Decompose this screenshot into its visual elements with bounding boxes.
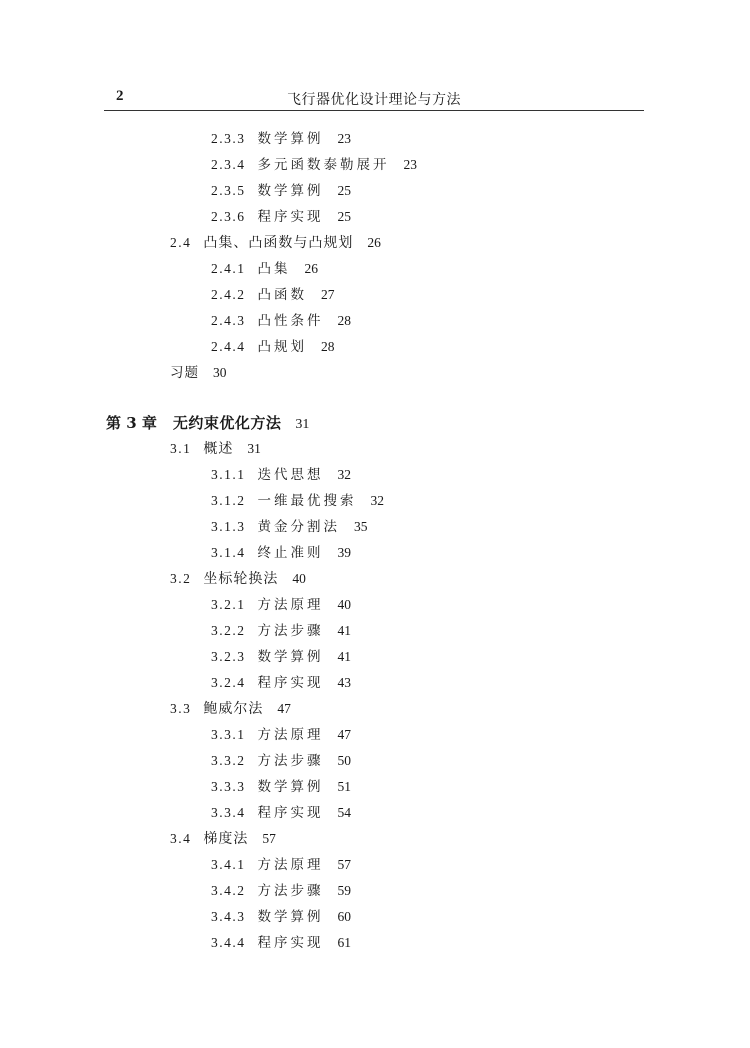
toc-entry-page: 26 xyxy=(304,261,318,276)
toc-entry-page: 47 xyxy=(337,727,351,742)
toc-entry-number: 2.3.6 xyxy=(211,209,246,224)
toc-entry-page: 40 xyxy=(292,571,306,586)
toc-subsection xyxy=(211,311,351,331)
toc-subsection xyxy=(211,517,368,537)
toc-entry-page: 50 xyxy=(337,753,351,768)
toc-entry-number: 3.2.4 xyxy=(211,675,246,690)
toc-entry-page: 28 xyxy=(337,313,351,328)
toc-entry-title: 迭代思想 xyxy=(257,467,324,483)
toc-subsection xyxy=(211,881,351,901)
toc-entry-page: 27 xyxy=(321,287,335,302)
toc-subsection xyxy=(211,129,351,149)
toc-entry-title: 数学算例 xyxy=(257,909,324,925)
toc-entry-page: 25 xyxy=(337,183,351,198)
toc-entry-page: 30 xyxy=(213,365,227,380)
toc-entry-number: 3.4 xyxy=(170,831,192,846)
toc-section xyxy=(170,569,306,589)
toc-entry-title: 习题 xyxy=(170,365,199,381)
toc-entry-number: 3.2.1 xyxy=(211,597,246,612)
toc-subsection xyxy=(211,259,318,279)
toc-entry-number: 3.3.4 xyxy=(211,805,246,820)
toc-entry-number: 3.3.2 xyxy=(211,753,246,768)
toc-subsection xyxy=(211,777,351,797)
toc-entry-number: 2.3.5 xyxy=(211,183,246,198)
toc-entry-number: 2.3.4 xyxy=(211,157,246,172)
toc-entry-page: 47 xyxy=(277,701,291,716)
toc-subsection xyxy=(211,933,351,953)
toc-entry-title: 方法原理 xyxy=(257,857,324,873)
toc-subsection xyxy=(211,907,351,927)
toc-chapter xyxy=(106,413,309,433)
toc-entry-page: 35 xyxy=(354,519,368,534)
toc-entry-title: 程序实现 xyxy=(257,209,324,225)
toc-entry-number: 3.4.4 xyxy=(211,935,246,950)
toc-subsection xyxy=(211,673,351,693)
toc-entry-page: 57 xyxy=(337,857,351,872)
toc-entry-title: 黄金分割法 xyxy=(257,519,340,535)
toc-entry-title: 方法步骤 xyxy=(257,623,324,639)
toc-entry-number: 3.4.1 xyxy=(211,857,246,872)
toc-entry-title: 梯度法 xyxy=(203,831,249,847)
toc-subsection xyxy=(211,337,335,357)
toc-subsection xyxy=(211,621,351,641)
toc-entry-page: 61 xyxy=(337,935,351,950)
toc-entry-number: 2.4 xyxy=(170,235,192,250)
toc-entry-number: 3.2.2 xyxy=(211,623,246,638)
toc-subsection xyxy=(211,751,351,771)
toc-subsection xyxy=(211,155,417,175)
toc-entry-title: 数学算例 xyxy=(257,649,324,665)
toc-entry-number: 3.1.4 xyxy=(211,545,246,560)
toc-entry-title: 程序实现 xyxy=(257,805,324,821)
toc-entry-page: 25 xyxy=(337,209,351,224)
toc-entry-number: 3.3.3 xyxy=(211,779,246,794)
toc-entry-number: 3.4.2 xyxy=(211,883,246,898)
page-header xyxy=(104,88,644,111)
toc-entry-title: 方法步骤 xyxy=(257,753,324,769)
toc-entry-page: 57 xyxy=(262,831,276,846)
toc-entry-page: 23 xyxy=(403,157,417,172)
toc-section xyxy=(170,439,261,459)
toc-entry-page: 28 xyxy=(321,339,335,354)
toc-entry-page: 41 xyxy=(337,649,351,664)
toc-entry-title: 概述 xyxy=(203,441,234,457)
toc-entry-page: 60 xyxy=(337,909,351,924)
toc-entry-title: 凸集、凸函数与凸规划 xyxy=(203,235,354,251)
toc-entry-number: 3.2.3 xyxy=(211,649,246,664)
toc-entry-number: 3.2 xyxy=(170,571,192,586)
toc-entry-title: 程序实现 xyxy=(257,935,324,951)
toc-subsection xyxy=(211,207,351,227)
toc-entry-page: 51 xyxy=(337,779,351,794)
toc-entry-title: 一维最优搜索 xyxy=(257,493,357,509)
page-number: 2 xyxy=(116,88,124,104)
toc-entry-number: 2.4.3 xyxy=(211,313,246,328)
toc-section xyxy=(170,233,381,253)
toc-subsection xyxy=(211,855,351,875)
toc-entry-page: 23 xyxy=(337,131,351,146)
toc-subsection xyxy=(211,803,351,823)
toc-entry-number: 3.4.3 xyxy=(211,909,246,924)
toc-entry-page: 32 xyxy=(370,493,384,508)
running-title: 飞行器优化设计理论与方法 xyxy=(287,92,461,108)
toc-entry-page: 31 xyxy=(247,441,261,456)
toc-entry-title: 方法步骤 xyxy=(257,883,324,899)
toc-entry-number: 第 3 章 xyxy=(106,414,157,432)
toc-subsection xyxy=(211,543,351,563)
toc-entry-number: 3.3 xyxy=(170,701,192,716)
toc-section xyxy=(170,699,291,719)
toc-subsection xyxy=(211,725,351,745)
toc-subsection xyxy=(211,647,351,667)
toc-entry-number: 2.4.4 xyxy=(211,339,246,354)
toc-entry-number: 3.1 xyxy=(170,441,192,456)
toc-subsection xyxy=(211,491,384,511)
toc-entry-title: 凸性条件 xyxy=(257,313,324,329)
toc-entry-page: 31 xyxy=(295,417,310,432)
toc-entry-number: 2.3.3 xyxy=(211,131,246,146)
toc-entry-title: 程序实现 xyxy=(257,675,324,691)
toc-exercises xyxy=(170,363,227,383)
toc-entry-title: 无约束优化方法 xyxy=(172,414,282,432)
toc-entry-number: 3.1.2 xyxy=(211,493,246,508)
toc-entry-title: 数学算例 xyxy=(257,779,324,795)
toc-entry-title: 凸规划 xyxy=(257,339,307,355)
toc-entry-page: 43 xyxy=(337,675,351,690)
toc-entry-title: 凸集 xyxy=(257,261,291,277)
toc-entry-page: 26 xyxy=(367,235,381,250)
toc-entry-page: 32 xyxy=(337,467,351,482)
toc-entry-page: 54 xyxy=(337,805,351,820)
toc-subsection xyxy=(211,285,335,305)
toc-entry-page: 41 xyxy=(337,623,351,638)
toc-entry-title: 方法原理 xyxy=(257,727,324,743)
toc-entry-page: 59 xyxy=(337,883,351,898)
toc-entry-title: 凸函数 xyxy=(257,287,307,303)
toc-subsection xyxy=(211,465,351,485)
toc-entry-page: 39 xyxy=(337,545,351,560)
toc-entry-page: 40 xyxy=(337,597,351,612)
toc-entry-number: 3.3.1 xyxy=(211,727,246,742)
toc-entry-title: 数学算例 xyxy=(257,131,324,147)
toc-entry-title: 终止准则 xyxy=(257,545,324,561)
toc-entry-number: 3.1.3 xyxy=(211,519,246,534)
toc-entry-title: 坐标轮换法 xyxy=(203,571,279,587)
toc-entry-title: 方法原理 xyxy=(257,597,324,613)
toc-entry-number: 2.4.2 xyxy=(211,287,246,302)
toc-entry-title: 多元函数泰勒展开 xyxy=(257,157,390,173)
toc-entry-number: 2.4.1 xyxy=(211,261,246,276)
toc-section xyxy=(170,829,276,849)
toc-entry-number: 3.1.1 xyxy=(211,467,246,482)
toc-subsection xyxy=(211,181,351,201)
toc-entry-title: 数学算例 xyxy=(257,183,324,199)
toc-entry-title: 鲍威尔法 xyxy=(203,701,264,717)
toc-subsection xyxy=(211,595,351,615)
